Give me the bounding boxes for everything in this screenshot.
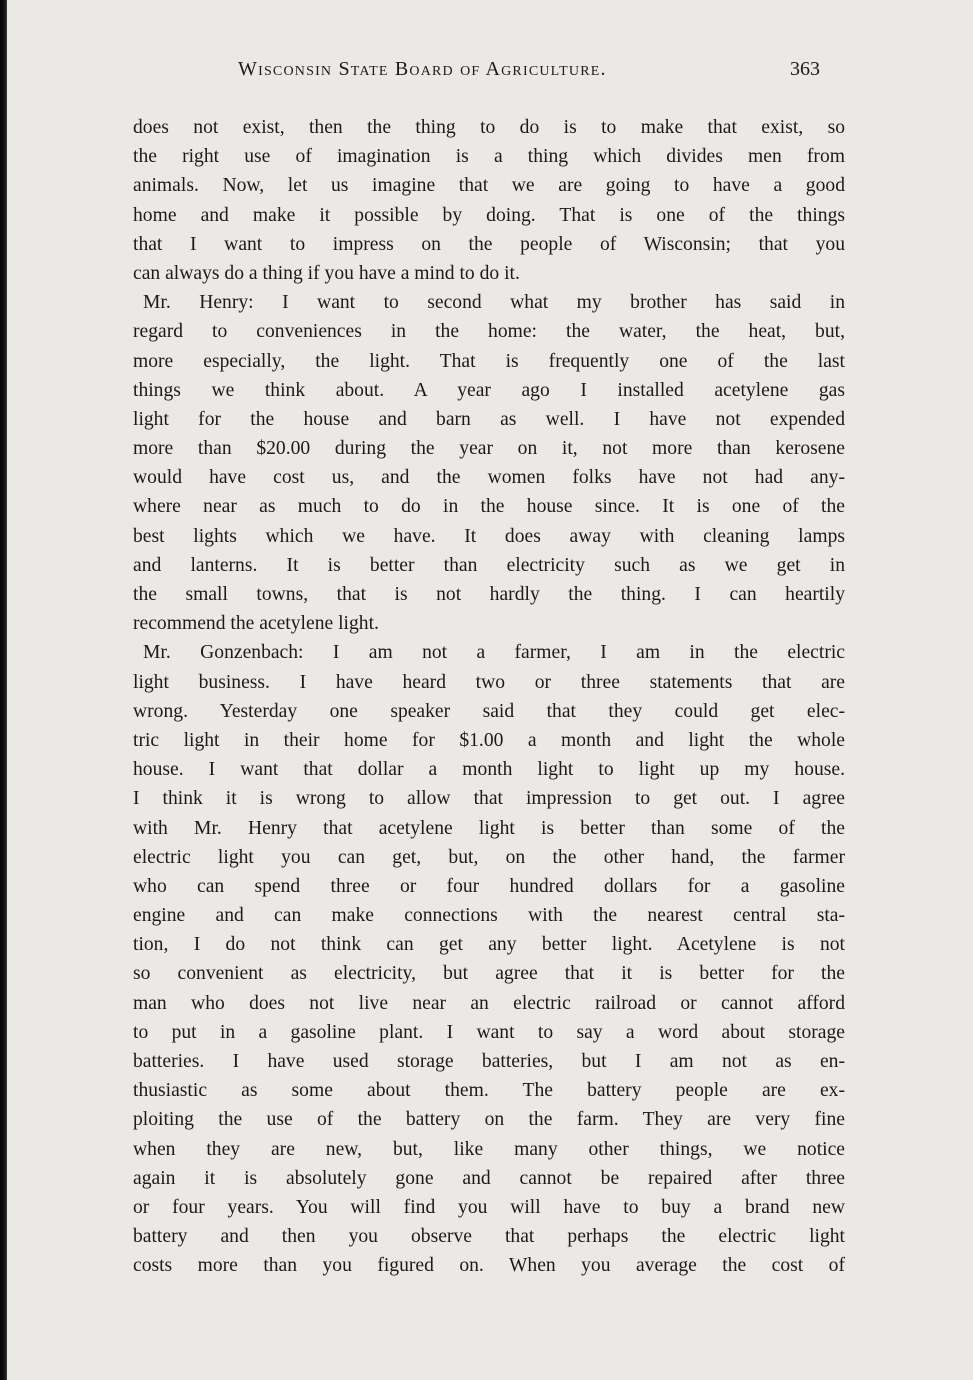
text-line: ploiting the use of the battery on the farm. They are very fine [133,1109,845,1131]
body-text [133,113,845,1281]
page-number: 363 [790,58,820,80]
text-line: and lanterns. It is better than electricity such as we get in [133,554,845,576]
text-line: to put in a gasoline plant. I want to say a word about storage [133,1021,845,1043]
text-line: so convenient as electricity, but agree that it is better for the [133,963,845,985]
text-line: or four years. You will find you will have to buy a brand new [133,1196,845,1218]
text-line: battery and then you observe that perhaps the electric light [133,1226,845,1248]
text-line: when they are new, but, like many other things, we notice [133,1138,845,1160]
text-line: the small towns, that is not hardly the thing. I can heartily [133,584,845,605]
text-line: thusiastic as some about them. The battery people are ex- [133,1080,845,1102]
paragraph-continuation [133,113,845,288]
binding-edge [0,0,7,1380]
text-line: recommend the acetylene light. [133,613,379,635]
text-line: regard to conveniences in the home: the water, the heat, but, [133,321,845,343]
text-line: man who does not live near an electric railroad or cannot afford [133,992,845,1014]
text-line: wrong. Yesterday one speaker said that they could get elec- [133,700,845,722]
paragraph-mr-gonzenbach [133,638,845,1280]
text-line: Mr. Gonzenbach: I am not a farmer, I am in the electric [143,642,845,664]
text-line: electric light you can get, but, on the other hand, the farmer [133,846,845,868]
text-line: costs more than you figured on. When you average the cost of [133,1255,845,1277]
text-line: light business. I have heard two or three statements that are [133,671,845,693]
text-line: would have cost us, and the women folks have not had any- [133,467,845,489]
text-line: tion, I do not think can get any better light. Acetylene is not [133,934,845,956]
text-line: engine and can make connections with the nearest central sta- [133,905,845,927]
text-line: who can spend three or four hundred dollars for a gasoline [133,875,845,897]
text-line: more especially, the light. That is frequently one of the last [133,350,845,372]
text-line: home and make it possible by doing. That is one of the things [133,204,845,226]
text-line: more than $20.00 during the year on it, not more than kerosene [133,438,845,460]
text-line: I think it is wrong to allow that impression to get out. I agree [133,788,845,810]
text-line: light for the house and barn as well. I have not expended [133,408,845,430]
text-line: can always do a thing if you have a mind to do it. [133,262,520,284]
text-line: with Mr. Henry that acetylene light is better than some of the [133,817,845,839]
text-line: best lights which we have. It does away with cleaning lamps [133,525,845,547]
text-line: Mr. Henry: I want to second what my brother has said in [143,292,845,314]
text-line: things we think about. A year ago I installed acetylene gas [133,379,845,401]
text-line: the right use of imagination is a thing which divides men from [133,146,845,168]
text-line: that I want to impress on the people of Wisconsin; that you [133,233,845,255]
running-head: Wisconsin State Board of Agriculture. [238,58,607,80]
text-line: animals. Now, let us imagine that we are going to have a good [133,175,845,197]
text-line: where near as much to do in the house since. It is one of the [133,496,845,518]
paragraph-mr-henry [133,288,845,638]
page-header [0,58,973,88]
text-line: house. I want that dollar a month light to light up my house. [133,759,845,781]
text-line: tric light in their home for $1.00 a month and light the whole [133,729,845,751]
text-line: again it is absolutely gone and cannot be repaired after three [133,1167,845,1189]
text-line: does not exist, then the thing to do is to make that exist, so [133,117,845,138]
text-line: batteries. I have used storage batteries, but I am not as en- [133,1051,845,1072]
